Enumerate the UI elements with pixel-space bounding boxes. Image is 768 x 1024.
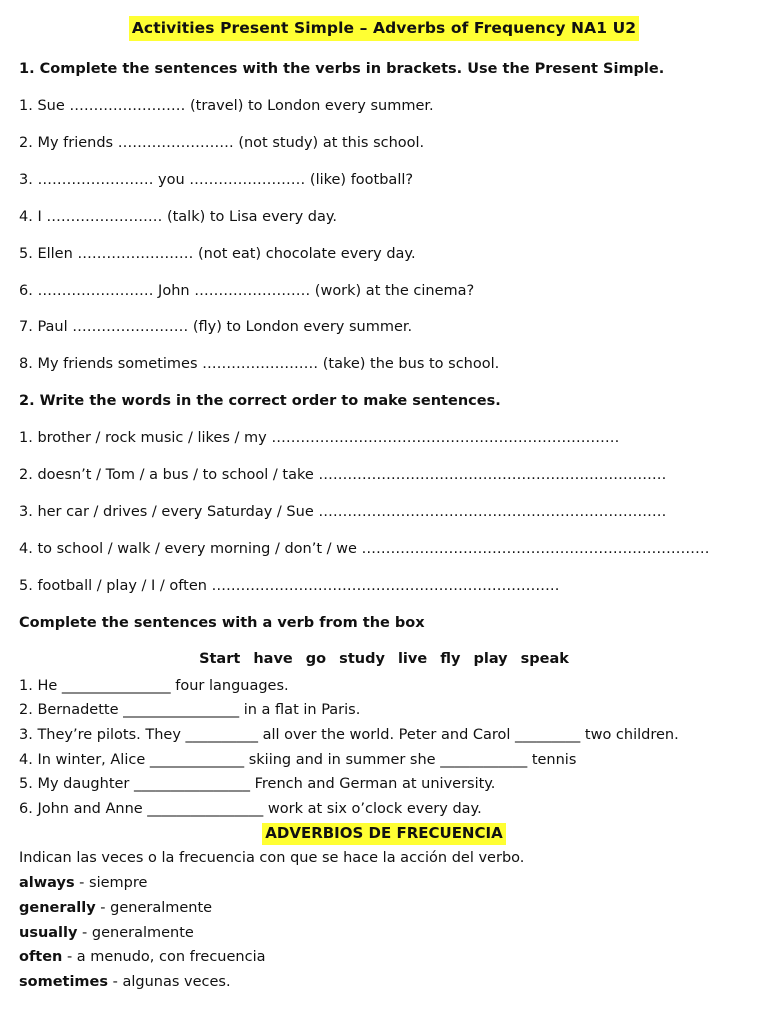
- section1-item-7: 7. Paul …………………… (fly) to London every summer.: [19, 319, 413, 335]
- section3-item-1: 1. He _______________ four languages.: [19, 678, 289, 694]
- adverbs-heading-wrap: [0, 823, 768, 842]
- section1-item-1: 1. Sue …………………… (travel) to London every summer.: [19, 98, 434, 114]
- section1-heading: 1. Complete the sentences with the verbs in brackets. Use the Present Simple.: [19, 61, 665, 77]
- section3-item-3: 3. They’re pilots. They __________ all over the world. Peter and Carol _________ two children.: [19, 727, 679, 743]
- adverb-word: often: [19, 949, 63, 965]
- section1-item-8: 8. My friends sometimes …………………… (take) the bus to school.: [19, 356, 500, 372]
- verb-box: Start have go study live fly play speak: [199, 651, 569, 667]
- adverb-word: usually: [19, 925, 78, 941]
- adverb-item: [19, 899, 212, 917]
- section1-item-6: 6. …………………… John …………………… (work) at the cinema?: [19, 283, 475, 299]
- section1-item-4: 4. I …………………… (talk) to Lisa every day.: [19, 209, 337, 225]
- section2-item-4: 4. to school / walk / every morning / don’t / we ………………………………………………………………: [19, 541, 710, 557]
- adverb-meaning: - generalmente: [77, 925, 194, 941]
- section1-item-5: 5. Ellen …………………… (not eat) chocolate every day.: [19, 246, 416, 262]
- section2-item-5: 5. football / play / I / often ………………………………………………………………: [19, 578, 560, 594]
- adverb-word: always: [19, 875, 75, 891]
- adverb-meaning: - a menudo, con frecuencia: [62, 949, 266, 965]
- adverb-word: sometimes: [19, 974, 109, 990]
- worksheet-title: Activities Present Simple – Adverbs of Frequency NA1 U2: [129, 16, 639, 41]
- section3-heading: Complete the sentences with a verb from the box: [19, 615, 425, 631]
- section2-item-1: 1. brother / rock music / likes / my ………………………………………………………………: [19, 430, 620, 446]
- section3-item-4: 4. In winter, Alice _____________ skiing and in summer she ____________ tennis: [19, 752, 577, 768]
- adverbs-heading: ADVERBIOS DE FRECUENCIA: [262, 823, 505, 845]
- title-wrap: [0, 18, 768, 37]
- section1-item-3: 3. …………………… you …………………… (like) football?: [19, 172, 414, 188]
- section2-heading: 2. Write the words in the correct order to make sentences.: [19, 393, 501, 409]
- section2-item-2: 2. doesn’t / Tom / a bus / to school / take ………………………………………………………………: [19, 467, 667, 483]
- adverb-word: generally: [19, 900, 96, 916]
- adverb-item: [19, 874, 147, 892]
- section2-item-3: 3. her car / drives / every Saturday / Sue ………………………………………………………………: [19, 504, 667, 520]
- section3-item-5: 5. My daughter ________________ French and German at university.: [19, 776, 496, 792]
- adverb-meaning: - algunas veces.: [108, 974, 231, 990]
- section1-item-2: 2. My friends …………………… (not study) at this school.: [19, 135, 425, 151]
- adverb-meaning: - generalmente: [95, 900, 213, 916]
- section3-item-6: 6. John and Anne ________________ work at six o’clock every day.: [19, 801, 482, 817]
- adverb-item: [19, 924, 194, 942]
- adverb-meaning: - siempre: [74, 875, 148, 891]
- adverb-item: [19, 973, 231, 991]
- section3-item-2: 2. Bernadette ________________ in a flat in Paris.: [19, 702, 361, 718]
- adverbs-intro: Indican las veces o la frecuencia con que se hace la acción del verbo.: [19, 850, 525, 866]
- adverb-item: [19, 948, 266, 966]
